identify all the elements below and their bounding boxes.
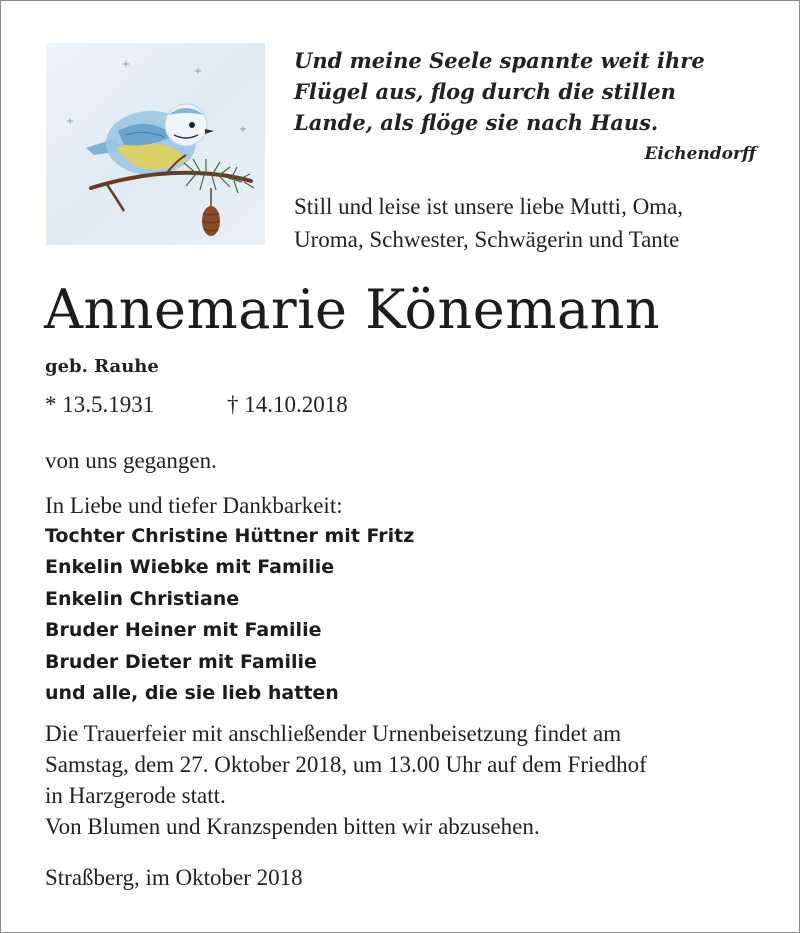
place-date: Straßberg, im Oktober 2018 <box>45 865 303 890</box>
list-item: Bruder Dieter mit Familie <box>45 650 317 673</box>
list-item: und alle, die sie lieb hatten <box>45 682 339 705</box>
bird-on-branch-icon <box>46 43 265 245</box>
mourners-list <box>45 521 414 709</box>
maiden-name: geb. Rauhe <box>45 356 159 377</box>
intro-text <box>294 190 764 256</box>
quote-author: Eichendorff <box>644 144 756 164</box>
list-item: Bruder Heiner mit Familie <box>45 619 322 642</box>
gratitude-text: In Liebe und tiefer Dankbarkeit: <box>45 493 343 518</box>
life-dates <box>45 392 348 418</box>
list-item: Enkelin Wiebke mit Familie <box>45 556 335 579</box>
quote-line: Lande, als flöge sie nach Haus. <box>294 110 659 135</box>
ceremony-line: in Harzgerode statt. <box>45 783 226 808</box>
quote-line: Und meine Seele spannte weit ihre <box>294 48 705 73</box>
passed-text: von uns gegangen. <box>45 448 217 473</box>
ceremony-info <box>45 718 647 842</box>
intro-line: Uroma, Schwester, Schwägerin und Tante <box>294 227 680 252</box>
ceremony-line: Samstag, dem 27. Oktober 2018, um 13.00 Uhr auf dem Friedhof <box>45 752 647 777</box>
ceremony-line: Die Trauerfeier mit anschließender Urnenbeisetzung findet am <box>45 721 622 746</box>
list-item: Enkelin Christiane <box>45 587 240 610</box>
birth-date: * 13.5.1931 <box>45 392 155 417</box>
quote-line: Flügel aus, flog durch die stillen <box>294 79 676 104</box>
death-date: † 14.10.2018 <box>227 392 348 417</box>
intro-line: Still und leise ist unsere liebe Mutti, Oma, <box>294 194 684 219</box>
deceased-name: Annemarie Könemann <box>44 278 661 341</box>
list-item: Tochter Christine Hüttner mit Fritz <box>45 525 415 547</box>
ceremony-line: Von Blumen und Kranzspenden bitten wir abzusehen. <box>45 814 540 839</box>
quote-block <box>294 45 764 138</box>
